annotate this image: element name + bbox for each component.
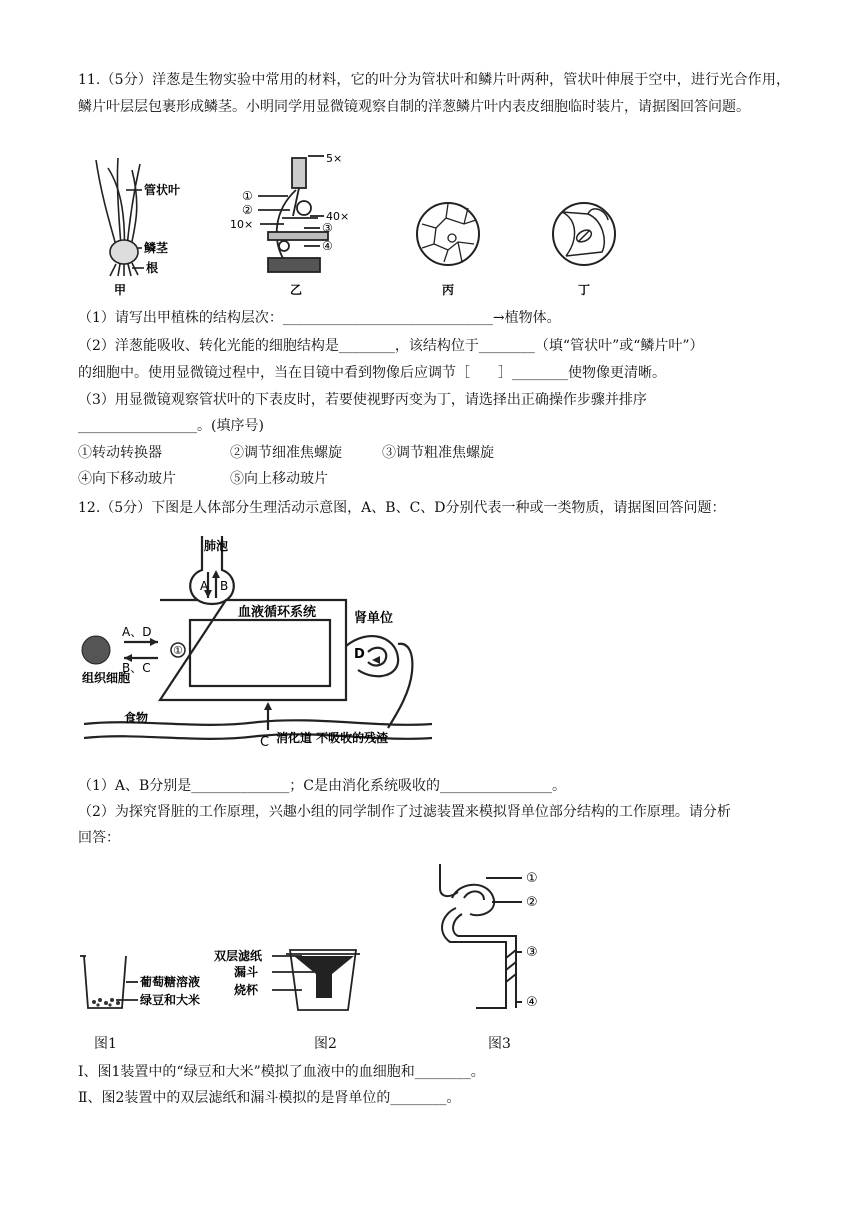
q12-intro: 12.（5分）下图是人体部分生理活动示意图，A、B、C、D分别代表一种或一类物质，请据图回答问题： [78,500,726,516]
label-feipao: 肺泡 [204,539,229,553]
label-lvzhi: 双层滤纸 [214,949,263,963]
q12-part-i: Ⅰ、图1装置中的“绿豆和大米”模拟了血液中的血细胞和________。 [78,1064,485,1080]
label-loudou: 漏斗 [234,965,259,979]
mag-40x: 40× [326,210,350,223]
nephron-1: ① [526,871,538,886]
caption-fig2: 图2 [314,1036,337,1052]
q11-sub3-line2: _________________。(填序号) [78,418,264,434]
label-jia: 甲 [114,283,127,297]
label-xueye: 血液循环系统 [238,605,317,620]
nephron-2: ② [526,895,538,910]
q11-option-4: ④向下移动玻片 [78,471,176,487]
q11-option-2: ②调节细准焦螺旋 [230,445,342,461]
label-B-lung: B [220,579,229,593]
label-A-lung: A [200,579,209,593]
field-view-bing [414,200,494,300]
label-gen: 根 [146,261,159,275]
figure-2-funnel [210,940,370,1020]
label-xiaohuadao: 消化道 不吸收的残渣 [276,731,389,745]
q12-sub2-line1: （2）为探究肾脏的工作原理，兴趣小组的同学制作了过滤装置来模拟肾单位部分结构的工作原理。请分析 [78,804,731,820]
q12-sub1: （1）A、B分别是______________；C是由消化系统吸收的________________。 [78,778,567,794]
label-AD: A、D [122,625,152,639]
q12-sub2-line2: 回答： [78,830,120,846]
q11-sub3-line1: （3）用显微镜观察管状叶的下表皮时，若要使视野丙变为丁，请选择出正确操作步骤并排序 [78,392,647,408]
physiology-diagram [78,532,438,762]
mag-5x: 5× [326,152,343,165]
label-shiwu: 食物 [124,711,149,725]
callout-1: ① [242,189,253,203]
nephron-3: ③ [526,945,538,960]
q12-part-ii: Ⅱ、图2装置中的双层滤纸和漏斗模拟的是肾单位的________。 [78,1090,461,1106]
callout-3: ③ [322,221,333,235]
label-ludou: 绿豆和大米 [140,993,201,1007]
label-zuzhi: 组织细胞 [82,671,131,685]
figure-3-nephron [426,858,566,1023]
label-ding: 丁 [578,283,591,297]
label-yi: 乙 [290,283,303,297]
q11-sub2-line2: 的细胞中。使用显微镜过程中，当在目镜中看到物像后应调节［ ］________使物像更清晰。 [78,365,666,381]
q11-option-1: ①转动转换器 [78,445,162,461]
callout-2: ② [242,203,253,217]
onion-plant-figure [82,150,202,300]
label-circle-1: ① [173,644,183,657]
figure-1-beaker [78,948,218,1018]
label-shaobei: 烧杯 [234,983,259,997]
label-putaotang: 葡萄糖溶液 [140,975,201,989]
label-linjing: 鳞茎 [144,241,169,255]
microscope-figure [224,150,374,300]
q11-sub2-line1: （2）洋葱能吸收、转化光能的细胞结构是________，该结构位于________（填“管状叶”或“鳞片叶”） [78,338,704,354]
q11-sub1: （1）请写出甲植株的结构层次：______________________________→植物体。 [78,310,561,326]
nephron-4: ④ [526,995,538,1010]
label-bing: 丙 [442,283,455,297]
q11-intro: 11.（5分）洋葱是生物实验中常用的材料，它的叶分为管状叶和鳞片叶两种，管状叶伸展于空中，进行光合作用，鳞片叶层层包裹形成鳞茎。小明同学用显微镜观察自制的洋葱鳞片叶内表皮细胞临时装片，请据图回答问题。 [78,72,790,115]
caption-fig3: 图3 [488,1036,511,1052]
label-shendanwei: 肾单位 [354,611,394,626]
callout-4: ④ [322,239,333,253]
label-D-kidney: D [354,647,365,662]
caption-fig1: 图1 [94,1036,117,1052]
q11-option-5: ⑤向上移动玻片 [230,471,328,487]
label-BC: B、C [122,661,151,675]
q11-option-3: ③调节粗准焦螺旋 [382,445,494,461]
label-guanzhuangye: 管状叶 [144,183,181,197]
label-C-gut: C [260,735,270,750]
mag-10x: 10× [230,218,254,231]
field-view-ding [548,200,628,300]
